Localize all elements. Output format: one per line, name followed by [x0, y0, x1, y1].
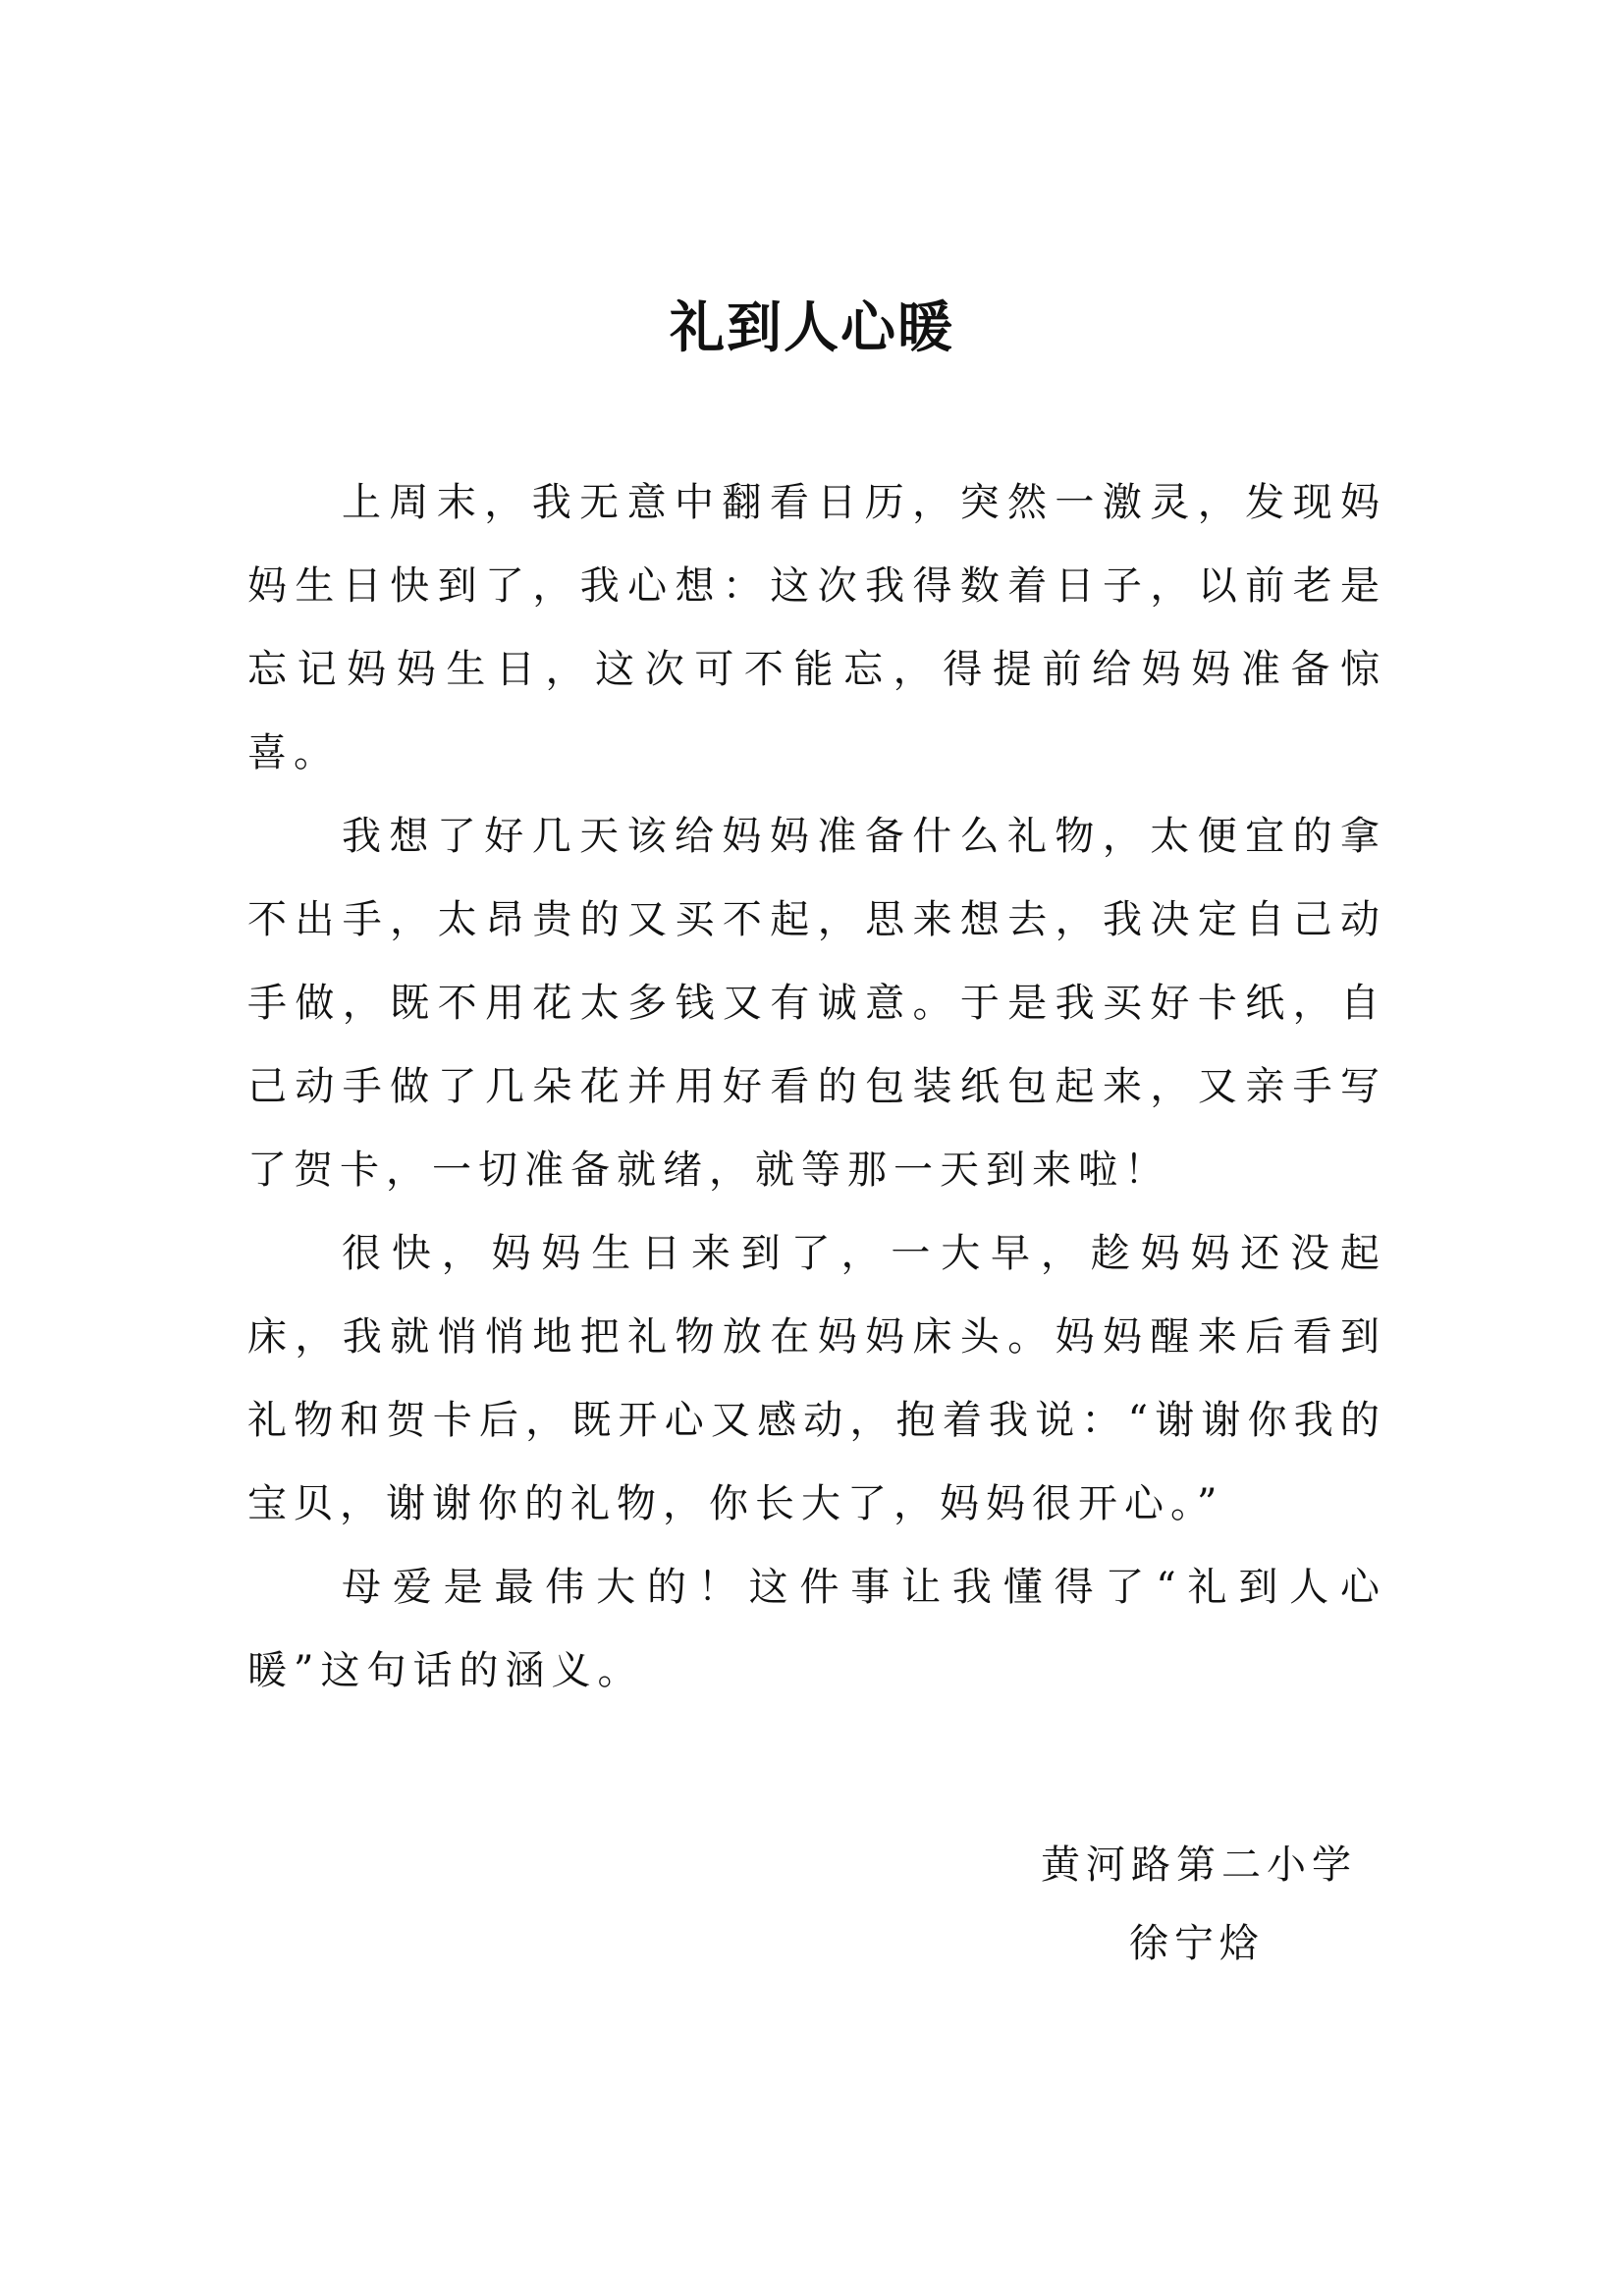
author-school: 黄河路第二小学 [1041, 1842, 1357, 1888]
document-title: 礼到人心暖 [670, 296, 954, 360]
paragraph-2: 我想了好几天该给妈妈准备什么礼物，太便宜的拿不出手，太昂贵的又买不起，思来想去，我决定自己动手做，既不用花太多钱又有诚意。于是我买好卡纸，自己动手做了几朵花并用好看的包装纸包起来，又亲手写了贺卡，一切准备就绪，就等那一天到来啦！ [247, 814, 1386, 1193]
author-name: 徐宁焓 [1129, 1921, 1265, 1966]
signature-block [1001, 1826, 1394, 1983]
paragraph-1: 上周末，我无意中翻看日历，突然一激灵，发现妈妈生日快到了，我心想：这次我得数着日子，以前老是忘记妈妈生日，这次可不能忘，得提前给妈妈准备惊喜。 [247, 480, 1386, 775]
paragraph-3: 很快，妈妈生日来到了，一大早，趁妈妈还没起床，我就悄悄地把礼物放在妈妈床头。妈妈醒来后看到礼物和贺卡后，既开心又感动，抱着我说：“谢谢你我的宝贝，谢谢你的礼物，你长大了，妈妈很开心。” [247, 1231, 1386, 1526]
paragraph-4: 母爱是最伟大的！这件事让我懂得了“礼到人心暖”这句话的涵义。 [247, 1565, 1386, 1693]
essay-body [247, 461, 1386, 1713]
